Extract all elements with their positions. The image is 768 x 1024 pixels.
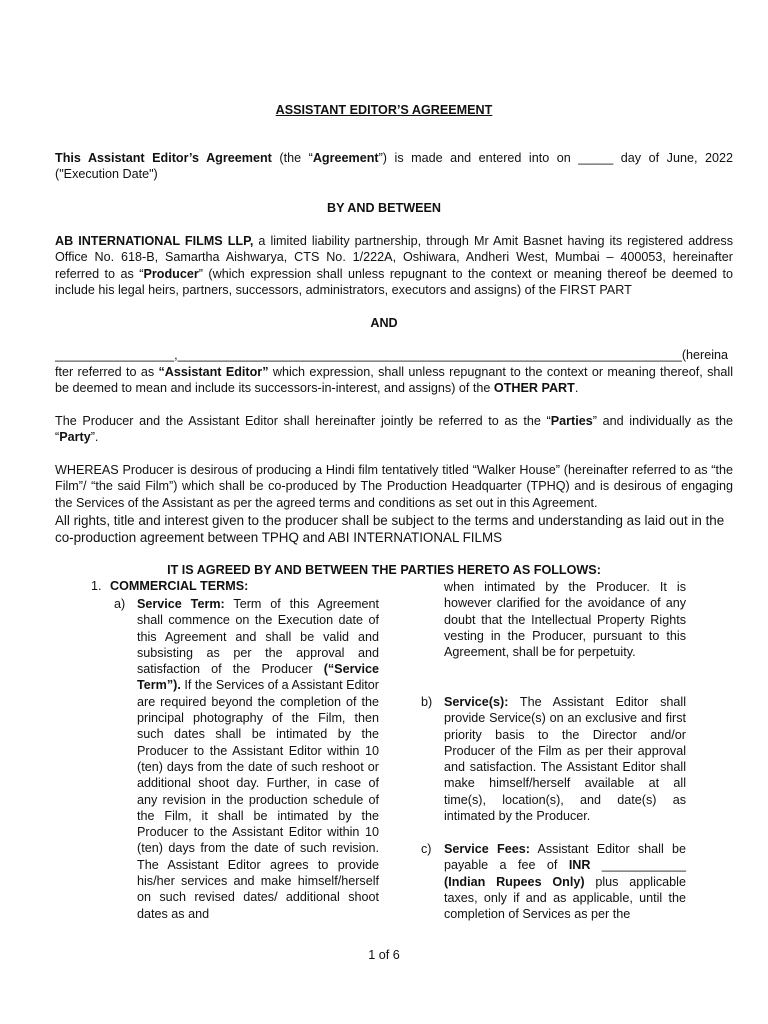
page-number: 1 of 6 [368,948,400,962]
intro-paragraph [55,150,733,183]
rights-paragraph: All rights, title and interest given to the producer shall be subject to the terms and understanding as laid out in the co-production agreement between TPHQ and ABI INTERNATIONAL FILMS [55,513,725,545]
clause-a-text-2: If the Services of a Assistant Editor are required beyond the completion of the principal photography of the Film, then such dates shall be intimated by the Producer to the Assistant Editor within 10 (ten) days from the date of such reshoot or additional shoot day. Further, in case of any revision in the production schedule of the Film, it shall be intimated by the Producer to the Assistant Editor within 10 (ten) days from the date of such revision. The Assistant Editor agrees to provide his/her services and make himself/herself on such revised dates/ additional shoot dates as and [137,678,379,921]
clause-a-text [137,596,379,922]
clause-c-bold-2: (Indian Rupees Only) [444,874,585,889]
by-and-between-heading: BY AND BETWEEN [326,201,442,215]
clause-a-marker: a) [114,597,126,611]
party2-other-part: OTHER PART [493,381,575,396]
parties-text-2: ” and individually as the “ [55,414,733,445]
clause-a-continuation: when intimated by the Producer. It is however clarified for the avoidance of any doubt that the Intellectual Property Rights vesting in the Producer, pursuant to this Agreement, shall be for perpetuity. [444,580,686,660]
clause-c-text-3: plus applicable taxes, only if and as applicable, until the completion of Services as per the [444,874,686,922]
whereas-paragraph: WHEREAS Producer is desirous of producing a Hindi film tentatively titled “Walker House” (hereinafter referred to as “the Film”/ “the said Film”) which shall be co-produced by The Production Headquarter (TPHQ) and is desirous of engaging the Services of the Assistant as per the agreed terms and conditions as set out in this Agreement. [55,463,733,510]
clause-b-text [444,694,686,824]
party2-text-2: which expression, shall unless repugnant to the context or meaning thereof, shall be deemed to mean and include its successors-in-interest, and assigns) of the [55,365,733,396]
section-1-heading: COMMERCIAL TERMS: [110,579,249,593]
clause-b-body: The Assistant Editor shall provide Service(s) on an exclusive and first priority basis to the Director and/or Producer of the Film as per their approval and satisfaction. The Assistant Editor shall make himself/herself available at all time(s), location(s), and date(s) as intimated by the Producer. [444,695,686,824]
clause-a-bold-1: (“Service Term”). [137,662,379,693]
clause-c-text [444,841,686,922]
clause-c-inr: INR [568,858,591,873]
clause-a-label: Service Term: [137,597,225,611]
party2-text-1: fter referred to as [55,365,159,379]
section-1-number: 1. [91,579,102,593]
clause-a-text-1: Term of this Agreement shall commence on the Execution date of this Agreement and shall be valid and subsisting as per the approval and satisfaction of the Producer [137,597,379,677]
intro-bold-1: This Assistant Editor’s Agreement [55,151,272,165]
party1-paragraph [55,233,733,298]
clause-b-marker: b) [421,695,433,709]
party2-text-3: . [574,381,579,396]
parties-text-3: ”. [90,430,99,445]
party1-producer: Producer [143,266,199,281]
agreed-heading: IT IS AGREED BY AND BETWEEN THE PARTIES HERETO AS FOLLOWS: [167,563,601,577]
clause-c-label: Service Fees: [444,842,530,856]
parties-bold-1: Parties [550,414,593,428]
parties-paragraph [55,413,733,446]
document-title: ASSISTANT EDITOR’S AGREEMENT [275,103,493,117]
clause-c-text-2: ____________ [590,858,686,873]
party1-name: AB INTERNATIONAL FILMS LLP, [55,234,254,248]
and-heading: AND [370,316,398,330]
party2-assistant: “Assistant Editor” [158,365,269,379]
party1-text-1: a limited liability partnership, through Mr Amit Basnet having its registered address Office No. 618-B, Samartha Aishwarya, CTS No. 1/222A, Oshiwara, Andheri West, Mumbai – 400053, hereinafter referred to as “ [55,234,733,281]
intro-text-1: (the “ [271,151,313,165]
party2-blank-line: _________________,________________________________________________________________________(hereina [55,348,729,362]
clause-c-text-1: Assistant Editor shall be payable a fee of [444,842,687,873]
party1-text-2: ” (which expression shall unless repugnant to the context or meaning thereof be deemed to include his legal heirs, partners, successors, administrators, executors and assigns) of the FIRST PART [55,266,733,297]
parties-text-1: The Producer and the Assistant Editor shall hereinafter jointly be referred to as the “ [55,414,551,428]
party2-paragraph [55,364,733,397]
parties-bold-2: Party [59,430,91,445]
clause-b-label: Service(s): [444,695,509,709]
clause-c-marker: c) [421,842,432,856]
intro-bold-2: Agreement [312,151,379,165]
intro-text-2: ”) is made and entered into on _____ day of June, 2022 ("Execution Date") [55,151,733,182]
